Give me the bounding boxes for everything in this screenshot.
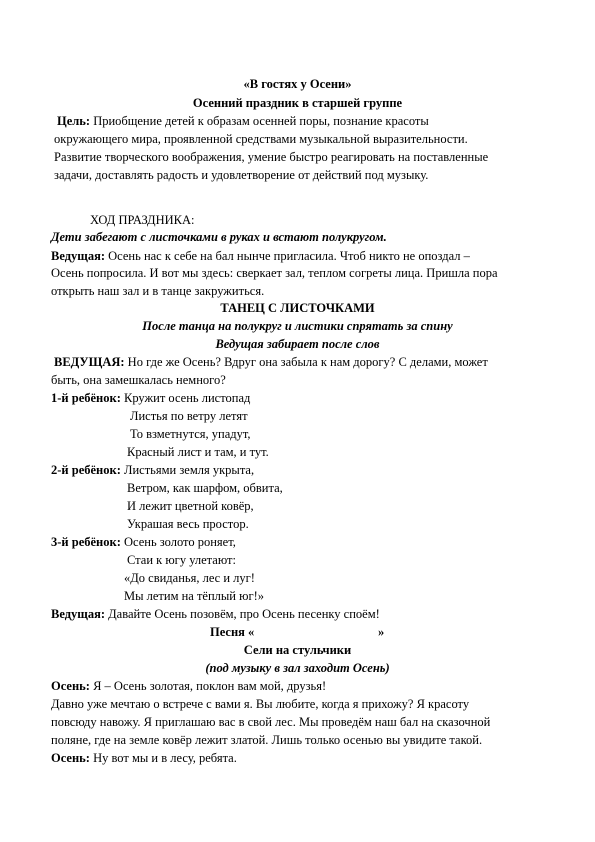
child3-line-2: Стаи к югу улетают: [127,553,236,567]
child2-line-2: Ветром, как шарфом, обвита, [127,481,283,495]
host2-label: ВЕДУЩАЯ: [54,355,125,369]
autumn2-line-1 [51,750,237,766]
autumn1-text: Я – Осень золотая, поклон вам мой, друзья! [89,679,327,693]
child1-line-3: То взметнутся, упадут, [130,427,251,441]
host2-line-2: быть, она замешкалась немного? [51,373,226,387]
goal-line-4: задачи, доставлять радость и удовлетворение от действий под музыку. [54,168,429,182]
host-label: Ведущая: [51,249,106,263]
child1-text: Кружит осень листопад [120,391,251,405]
goal-line-3: Развитие творческого воображения, умение быстро реагировать на поставленные [54,150,489,164]
autumn2-text: Ну вот мы и в лесу, ребята. [89,751,237,765]
document-subtitle: Осенний праздник в старшей группе [192,96,403,110]
goal-label: Цель: [57,114,91,128]
child2-line-4: Украшая весь простор. [127,517,249,531]
dance-heading: ТАНЕЦ С ЛИСТОЧКАМИ [220,301,375,315]
child1-line-4: Красный лист и там, и тут. [127,445,269,459]
child3-line-4: Мы летим на тёплый юг!» [124,589,265,603]
goal-text: Приобщение детей к образам осенней поры, познание красоты [90,114,429,128]
host3-label: Ведущая: [51,607,106,621]
host3-text: Давайте Осень позовём, про Осень песенку споём! [105,607,380,621]
stage-direction-4: (под музыку в зал заходит Осень) [205,661,390,675]
child3-line-1 [51,534,236,550]
host2-text: Но где же Осень? Вдруг она забыла к нам дорогу? С делами, может [124,355,488,369]
host-line-3: открыть наш зал и в танце закружиться. [51,284,265,298]
goal-line-1 [57,113,429,129]
child2-line-3: И лежит цветной ковёр, [127,499,254,513]
stage-direction-1: Дети забегают с листочками в руках и встают полукругом. [51,230,387,244]
autumn1-label: Осень: [51,679,90,693]
goal-line-2: окружающего мира, проявленной средствами музыкальной выразительности. [54,132,468,146]
child3-label: 3-й ребёнок: [51,535,121,549]
child3-text: Осень золото роняет, [120,535,236,549]
autumn1-line-1 [51,678,326,694]
autumn1-line-4: поляне, где на земле ковёр лежит златой. Лишь только осенью вы увидите такой. [51,733,483,747]
document-title: «В гостях у Осени» [243,77,352,91]
autumn1-line-2: Давно уже мечтаю о встрече с вами я. Вы любите, когда я прихожу? Я красоту [51,697,470,711]
host3-line-1 [51,606,380,622]
autumn1-line-3: повсюду навожу. Я приглашаю вас в свой лес. Мы проведём наш бал на сказочной [51,715,491,729]
host-line-2: Осень попросила. И вот мы здесь: сверкает зал, теплом согреты лица. Пришла пора [51,266,498,280]
progress-heading: ХОД ПРАЗДНИКА: [90,213,195,227]
child1-label: 1-й ребёнок: [51,391,121,405]
host-text: Осень нас к себе на бал нынче пригласила. Чтоб никто не опоздал – [105,249,470,263]
child2-label: 2-й ребёнок: [51,463,121,477]
child2-text: Листьями земля укрыта, [120,463,255,477]
autumn2-label: Осень: [51,751,90,765]
sit-heading: Сели на стульчики [243,643,352,657]
song-label-close: » [378,625,385,639]
song-label-open: Песня « [210,625,255,639]
child2-line-1 [51,462,254,478]
child1-line-1 [51,390,250,406]
stage-direction-2: После танца на полукруг и листики спрятать за спину [142,319,453,333]
host-line-1 [51,248,470,264]
host2-line-1 [54,354,488,370]
stage-direction-3: Ведущая забирает после слов [215,337,380,351]
child3-line-3: «До свиданья, лес и луг! [124,571,255,585]
child1-line-2: Листья по ветру летят [130,409,248,423]
